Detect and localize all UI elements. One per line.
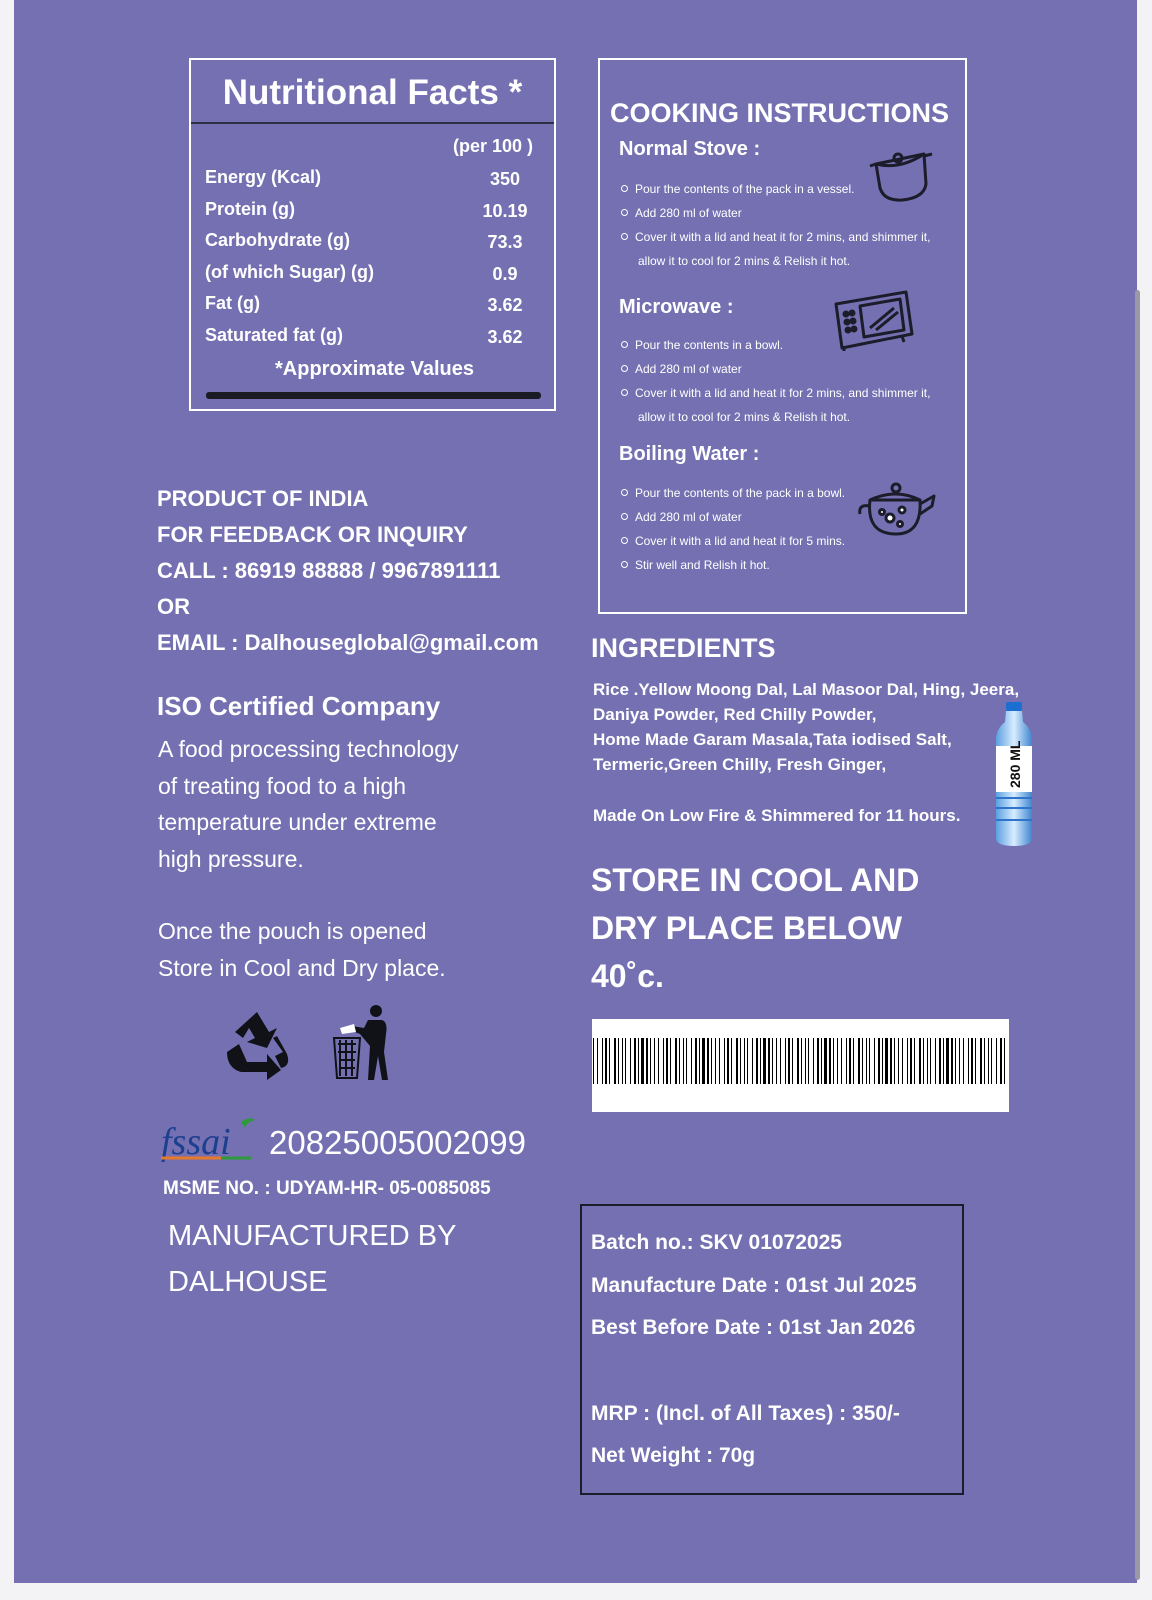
fssai-logo-text: fssai xyxy=(161,1121,231,1163)
barcode-bar xyxy=(788,1038,790,1084)
barcode-bar xyxy=(968,1038,969,1084)
barcode-bar xyxy=(622,1038,623,1084)
barcode-bar xyxy=(695,1038,697,1084)
nutrient-value: 3.62 xyxy=(487,327,523,347)
barcode-bar xyxy=(991,1038,992,1084)
barcode-bar xyxy=(683,1038,684,1084)
boiling-water-steps xyxy=(620,484,845,580)
barcode-bar xyxy=(984,1038,985,1084)
barcode-bar xyxy=(866,1038,867,1084)
barcode-bar xyxy=(885,1038,888,1084)
barcode-bar xyxy=(618,1038,619,1084)
barcode-bar xyxy=(930,1038,931,1084)
barcode-bar xyxy=(641,1038,644,1084)
or-label: OR xyxy=(157,594,190,619)
description-line: of treating food to a high xyxy=(158,772,407,799)
description-line: high pressure. xyxy=(158,845,304,872)
barcode-bar xyxy=(650,1038,651,1084)
ingredient-line: Rice .Yellow Moong Dal, Lal Masoor Dal, Hing, Jeera, xyxy=(593,680,1020,699)
nutrient-value: 3.62 xyxy=(487,295,523,315)
barcode-bar xyxy=(808,1038,809,1084)
barcode-bar xyxy=(805,1038,806,1084)
product-origin: PRODUCT OF INDIA xyxy=(157,486,369,511)
normal-stove-steps xyxy=(620,180,930,276)
ingredients-title: INGREDIENTS xyxy=(591,633,776,663)
list-item: Pour the contents of the pack in a bowl. xyxy=(620,484,845,508)
barcode-bar xyxy=(609,1038,610,1084)
barcode-bar xyxy=(752,1038,753,1084)
barcode-bar xyxy=(869,1038,870,1084)
manufacture-date: Manufacture Date : 01st Jul 2025 xyxy=(591,1274,917,1297)
list-item: Cover it with a lid and heat it for 2 mins, and shimmer it, xyxy=(620,384,930,408)
nutrition-facts-box xyxy=(189,58,556,411)
barcode-bar xyxy=(675,1038,677,1084)
barcode-bar xyxy=(666,1038,668,1084)
nutrient-value: 350 xyxy=(489,169,521,189)
microwave-heading: Microwave : xyxy=(619,296,734,318)
barcode-bar xyxy=(914,1038,915,1084)
nutrition-row xyxy=(205,262,545,292)
divider xyxy=(206,392,541,399)
nutrition-row xyxy=(205,199,545,229)
normal-stove-heading: Normal Stove : xyxy=(619,138,761,160)
storage-instruction-line: STORE IN COOL AND xyxy=(591,862,920,898)
barcode-bar xyxy=(715,1038,716,1084)
nutrient-label: Saturated fat (g) xyxy=(205,325,344,345)
barcode-bar xyxy=(634,1038,636,1084)
kettle-icon xyxy=(856,474,938,540)
barcode-bar xyxy=(955,1038,956,1084)
mrp: MRP : (Incl. of All Taxes) : 350/- xyxy=(591,1402,900,1425)
best-before-date: Best Before Date : 01st Jan 2026 xyxy=(591,1316,916,1339)
barcode-bar xyxy=(894,1038,895,1084)
ingredient-line: Termeric,Green Chilly, Fresh Ginger, xyxy=(593,755,887,774)
fssai-number: 20825005002099 xyxy=(269,1124,526,1161)
barcode-bar xyxy=(731,1038,732,1084)
barcode-bar xyxy=(874,1038,875,1084)
net-weight: Net Weight : 70g xyxy=(591,1444,756,1467)
barcode-bar xyxy=(605,1038,607,1084)
dispose-in-bin-icon xyxy=(328,1004,394,1082)
barcode-bar xyxy=(946,1038,949,1084)
nutrition-row xyxy=(205,325,545,355)
iso-description xyxy=(158,731,458,877)
barcode-bar xyxy=(890,1038,892,1084)
barcode-bar xyxy=(724,1038,725,1084)
nutrient-value: 0.9 xyxy=(492,264,518,284)
description-line: A food processing technology xyxy=(158,736,459,762)
barcode-bar xyxy=(797,1038,799,1084)
storage-instruction-line: DRY PLACE BELOW xyxy=(591,910,903,946)
nutrient-value: 10.19 xyxy=(482,201,528,221)
barcode-bar xyxy=(935,1038,936,1084)
nutrient-label: Protein (g) xyxy=(205,199,295,219)
barcode-bar xyxy=(679,1038,680,1084)
nutrient-label: Carbohydrate (g) xyxy=(205,230,351,250)
email-address: EMAIL : Dalhouseglobal@gmail.com xyxy=(157,630,539,655)
cooking-instructions-box xyxy=(598,58,967,614)
barcode-bar xyxy=(910,1038,912,1084)
barcode-bar xyxy=(646,1038,648,1084)
barcode-bar xyxy=(971,1038,973,1084)
list-item: allow it to cool for 2 mins & Relish it hot. xyxy=(638,254,851,268)
manufactured-by-label: MANUFACTURED BY xyxy=(168,1220,457,1252)
barcode-bar xyxy=(849,1038,851,1084)
msme-number: MSME NO. : UDYAM-HR- 05-0085085 xyxy=(163,1178,491,1199)
barcode-bar xyxy=(602,1038,603,1084)
list-item: Cover it with a lid and heat it for 2 mins, and shimmer it, xyxy=(620,228,930,252)
nutrient-label: Energy (Kcal) xyxy=(205,167,322,187)
barcode-bar xyxy=(923,1038,924,1084)
scrollbar[interactable] xyxy=(1135,290,1140,1580)
barcode-bar xyxy=(699,1038,700,1084)
barcode-bar xyxy=(824,1038,827,1084)
barcode-bar xyxy=(939,1038,941,1084)
fssai-logo xyxy=(159,1114,259,1164)
barcode-bar xyxy=(853,1038,854,1084)
barcode-bar xyxy=(727,1038,729,1084)
barcode-bar xyxy=(654,1038,655,1084)
barcode-bar xyxy=(768,1038,770,1084)
per-100-label: (per 100 ) xyxy=(453,136,534,156)
barcode-bar xyxy=(996,1038,997,1084)
barcode-bar xyxy=(772,1038,773,1084)
nutrition-row xyxy=(205,167,545,197)
barcode xyxy=(592,1019,1009,1112)
barcode-bar xyxy=(902,1038,903,1084)
list-item: Pour the contents of the pack in a vessel. xyxy=(620,180,930,204)
microwave-steps xyxy=(620,336,930,432)
barcode-bar xyxy=(663,1038,664,1084)
barcode-bar xyxy=(740,1038,741,1084)
barcode-bar xyxy=(846,1038,847,1084)
barcode-bar xyxy=(686,1038,687,1084)
barcode-bar xyxy=(821,1038,822,1084)
barcode-bar xyxy=(711,1038,712,1084)
cooking-title: COOKING INSTRUCTIONS xyxy=(610,98,950,128)
barcode-bar xyxy=(670,1038,671,1084)
nutrition-row xyxy=(205,293,545,323)
list-item: Pour the contents in a bowl. xyxy=(620,336,930,360)
barcode-bar xyxy=(707,1038,709,1084)
nutrition-row xyxy=(205,230,545,260)
barcode-bar xyxy=(988,1038,989,1084)
storage-line: Once the pouch is opened xyxy=(158,918,427,944)
water-bottle-icon xyxy=(989,702,1039,848)
storage-instruction-line: 40˚c. xyxy=(591,958,664,994)
barcode-bar xyxy=(597,1038,598,1084)
barcode-bar xyxy=(702,1038,705,1084)
barcode-bar xyxy=(951,1038,953,1084)
cooking-note: Made On Low Fire & Shimmered for 11 hours. xyxy=(593,806,961,825)
barcode-bar xyxy=(898,1038,899,1084)
barcode-bar xyxy=(833,1038,834,1084)
nutrient-value: 73.3 xyxy=(487,232,523,252)
barcode-bar xyxy=(907,1038,908,1084)
feedback-label: FOR FEEDBACK OR INQUIRY xyxy=(157,522,468,547)
storage-line: Store in Cool and Dry place. xyxy=(158,954,446,981)
description-line: temperature under extreme xyxy=(158,809,437,835)
barcode-bar xyxy=(882,1038,883,1084)
barcode-bar xyxy=(744,1038,745,1084)
barcode-bar xyxy=(763,1038,766,1084)
barcode-bar xyxy=(785,1038,786,1084)
barcode-bars xyxy=(593,1038,1008,1084)
list-item: allow it to cool for 2 mins & Relish it hot. xyxy=(638,410,851,424)
barcode-bar xyxy=(980,1038,982,1084)
barcode-bar xyxy=(927,1038,928,1084)
barcode-bar xyxy=(625,1038,626,1084)
barcode-bar xyxy=(614,1038,616,1084)
list-item: Cover it with a lid and heat it for 5 mins. xyxy=(620,532,845,556)
barcode-bar xyxy=(858,1038,860,1084)
barcode-bar xyxy=(719,1038,720,1084)
list-item: Add 280 ml of water xyxy=(620,360,930,384)
label-panel xyxy=(14,0,1137,1583)
nutrient-label: (of which Sugar) (g) xyxy=(205,262,374,282)
barcode-bar xyxy=(829,1038,831,1084)
barcode-bar xyxy=(959,1038,960,1084)
barcode-bar xyxy=(878,1038,880,1084)
storage-note xyxy=(158,913,446,986)
barcode-bar xyxy=(756,1038,758,1084)
barcode-bar xyxy=(1000,1038,1002,1084)
phone-numbers: CALL : 86919 88888 / 9967891111 xyxy=(157,558,501,583)
boiling-water-heading: Boiling Water : xyxy=(619,443,760,465)
barcode-bar xyxy=(736,1038,738,1084)
barcode-bar xyxy=(747,1038,748,1084)
barcode-bar xyxy=(638,1038,639,1084)
barcode-bar xyxy=(760,1038,761,1084)
list-item: Stir well and Relish it hot. xyxy=(620,556,845,580)
nutrient-label: Fat (g) xyxy=(205,293,260,313)
barcode-bar xyxy=(691,1038,692,1084)
barcode-bar xyxy=(792,1038,793,1084)
barcode-bar xyxy=(780,1038,781,1084)
barcode-bar xyxy=(593,1038,594,1084)
manufacturer-name: DALHOUSE xyxy=(168,1266,328,1298)
batch-number: Batch no.: SKV 01072025 xyxy=(591,1231,842,1254)
barcode-bar xyxy=(776,1038,777,1084)
iso-title: ISO Certified Company xyxy=(157,691,441,721)
recycle-icon xyxy=(221,1008,293,1080)
batch-info-box xyxy=(580,1204,964,1495)
barcode-bar xyxy=(841,1038,842,1084)
barcode-bar xyxy=(813,1038,814,1084)
barcode-bar xyxy=(1004,1038,1005,1084)
barcode-bar xyxy=(837,1038,838,1084)
barcode-bar xyxy=(963,1038,964,1084)
barcode-bar xyxy=(862,1038,863,1084)
barcode-bar xyxy=(943,1038,944,1084)
barcode-bar xyxy=(975,1038,976,1084)
barcode-bar xyxy=(817,1038,819,1084)
barcode-bar xyxy=(658,1038,659,1084)
barcode-bar xyxy=(801,1038,802,1084)
approximate-values-note: *Approximate Values xyxy=(275,358,474,380)
barcode-bar xyxy=(630,1038,631,1084)
list-item: Add 280 ml of water xyxy=(620,508,845,532)
ingredient-line: Home Made Garam Masala,Tata iodised Salt, xyxy=(593,730,952,749)
ingredient-line: Daniya Powder, Red Chilly Powder, xyxy=(593,705,877,724)
barcode-bar xyxy=(919,1038,921,1084)
divider xyxy=(191,122,554,124)
nutrition-title: Nutritional Facts * xyxy=(222,73,523,112)
bottle-volume-label: 280 ML xyxy=(1007,740,1023,788)
list-item: Add 280 ml of water xyxy=(620,204,930,228)
